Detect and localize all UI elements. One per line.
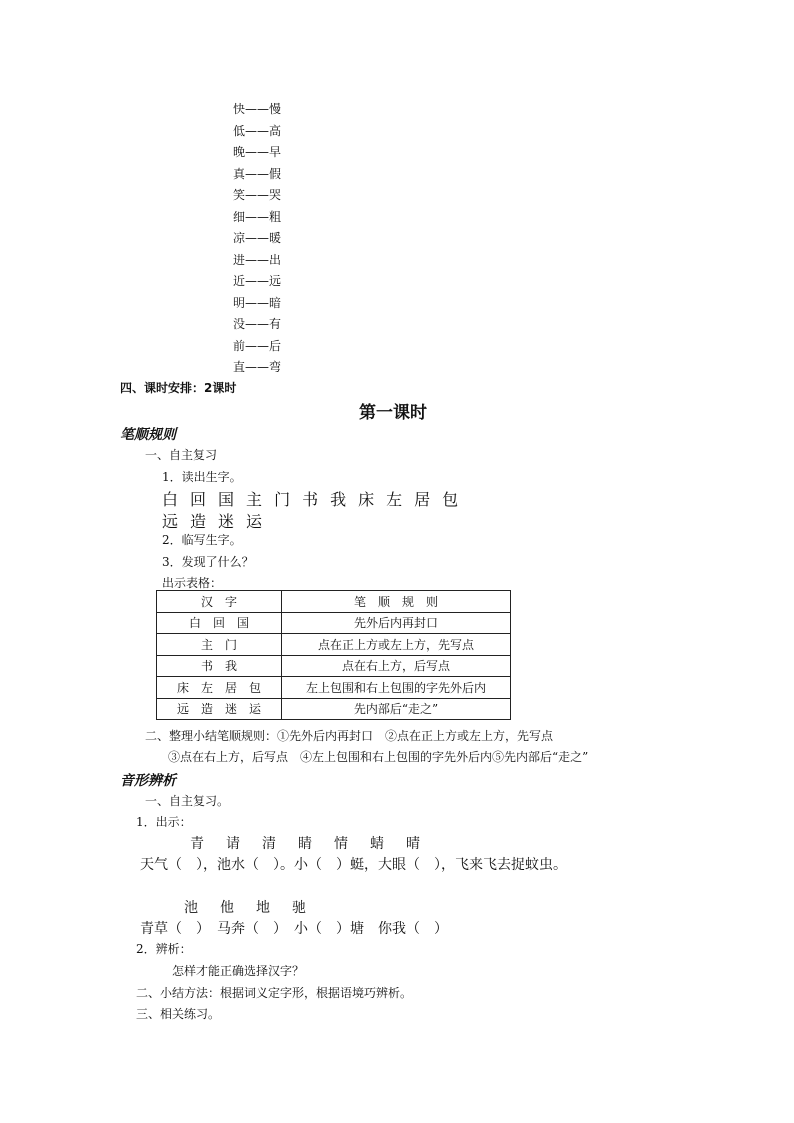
stroke-rules-table [156, 590, 511, 720]
antonym-pair: 明——暗 [233, 295, 282, 310]
schedule-line: 四、课时安排：2课时 [120, 381, 237, 395]
table-cell: 主 门 [157, 634, 282, 656]
fill-in-sentence: 青草（ ） 马奔（ ） 小（ ）塘 你我（ ） [140, 921, 448, 937]
method-summary: 二、小结方法：根据词义定字形，根据语境巧辨析。 [136, 986, 413, 1000]
related-exercise: 三、相关练习。 [136, 1007, 221, 1021]
table-row [157, 698, 511, 720]
table-intro: 出示表格： [162, 576, 223, 590]
step-self-review: 一、自主复习 [145, 448, 218, 462]
table-cell: 床 左 居 包 [157, 677, 282, 699]
antonym-pair: 进——出 [233, 252, 282, 267]
table-cell: 点在右上方，后写点 [282, 655, 511, 677]
antonym-pair: 快——慢 [233, 102, 282, 116]
section-heading-sound-shape: 音形辨析 [120, 773, 176, 789]
character: 情 [334, 836, 348, 852]
character: 运 [246, 512, 263, 531]
character: 池 [184, 900, 198, 916]
character: 我 [330, 490, 347, 509]
character: 左 [386, 490, 403, 509]
character: 床 [358, 490, 375, 509]
antonym-pair: 笑——哭 [233, 188, 282, 202]
lesson-title: 第一课时 [359, 403, 427, 423]
table-header-row [157, 591, 511, 613]
antonym-pair: 凉——暖 [233, 231, 282, 245]
character: 白 [162, 490, 179, 509]
character: 请 [226, 836, 240, 852]
table-row [157, 655, 511, 677]
antonym-pair: 细——粗 [233, 209, 282, 224]
section-heading-stroke-order: 笔顺规则 [120, 427, 176, 443]
table-cell: 先外后内再封口 [282, 612, 511, 634]
step-self-review: 一、自主复习。 [145, 794, 230, 808]
antonym-pair: 真——假 [233, 166, 282, 181]
character: 晴 [406, 836, 420, 852]
character: 驰 [292, 900, 306, 916]
character-group [190, 833, 442, 853]
fill-in-sentence: 天气（ ），池水（ ）。小（ ）蜓，大眼（ ），飞来飞去捉蚊虫。 [140, 857, 567, 873]
table-row [157, 677, 511, 699]
character: 地 [256, 900, 270, 916]
question-line: 怎样才能正确选择汉字？ [172, 964, 305, 978]
antonym-pair: 近——远 [233, 274, 282, 288]
character: 睛 [298, 836, 312, 852]
item-what-found: 3．发现了什么？ [162, 555, 254, 569]
character-group [184, 897, 328, 917]
character: 居 [414, 490, 431, 509]
character-row [162, 509, 274, 532]
item-analyze: 2．辨析： [136, 942, 192, 956]
antonym-pair-list [233, 99, 281, 379]
item-show: 1．出示： [136, 815, 192, 829]
table-row [157, 612, 511, 634]
character: 书 [302, 490, 319, 509]
character-row [162, 487, 470, 510]
summary-line: 二、整理小结笔顺规则：①先外后内再封口 ②点在正上方或左上方，先写点 [145, 729, 554, 743]
table-cell: 先内部后“走之” [282, 698, 511, 720]
antonym-pair: 晚——早 [233, 145, 282, 159]
character: 回 [190, 490, 207, 509]
character: 青 [190, 836, 204, 852]
table-row [157, 634, 511, 656]
character: 包 [442, 490, 459, 509]
character: 清 [262, 836, 276, 852]
table-cell: 书 我 [157, 655, 282, 677]
antonym-pair: 前——后 [233, 338, 282, 353]
character: 迷 [218, 512, 235, 531]
character: 主 [246, 490, 263, 509]
summary-line: ③点在右上方，后写点 ④左上包围和右上包围的字先外后内⑤先内部后“走之” [168, 750, 589, 764]
character: 蜻 [370, 836, 384, 852]
character: 造 [190, 512, 207, 531]
antonym-pair: 低——高 [233, 123, 282, 138]
antonym-pair: 没——有 [233, 317, 282, 331]
table-cell: 点在正上方或左上方，先写点 [282, 634, 511, 656]
character: 他 [220, 900, 234, 916]
antonym-pair: 直——弯 [233, 360, 282, 374]
character: 远 [162, 512, 179, 531]
table-cell: 远 造 迷 运 [157, 698, 282, 720]
table-cell: 白 回 国 [157, 612, 282, 634]
table-header: 笔 顺 规 则 [282, 591, 511, 613]
item-read-characters: 1．读出生字。 [162, 470, 242, 484]
table-cell: 左上包围和右上包围的字先外后内 [282, 677, 511, 699]
item-copy-characters: 2．临写生字。 [162, 533, 242, 547]
character: 国 [218, 490, 235, 509]
table-header: 汉 字 [157, 591, 282, 613]
character: 门 [274, 490, 291, 509]
